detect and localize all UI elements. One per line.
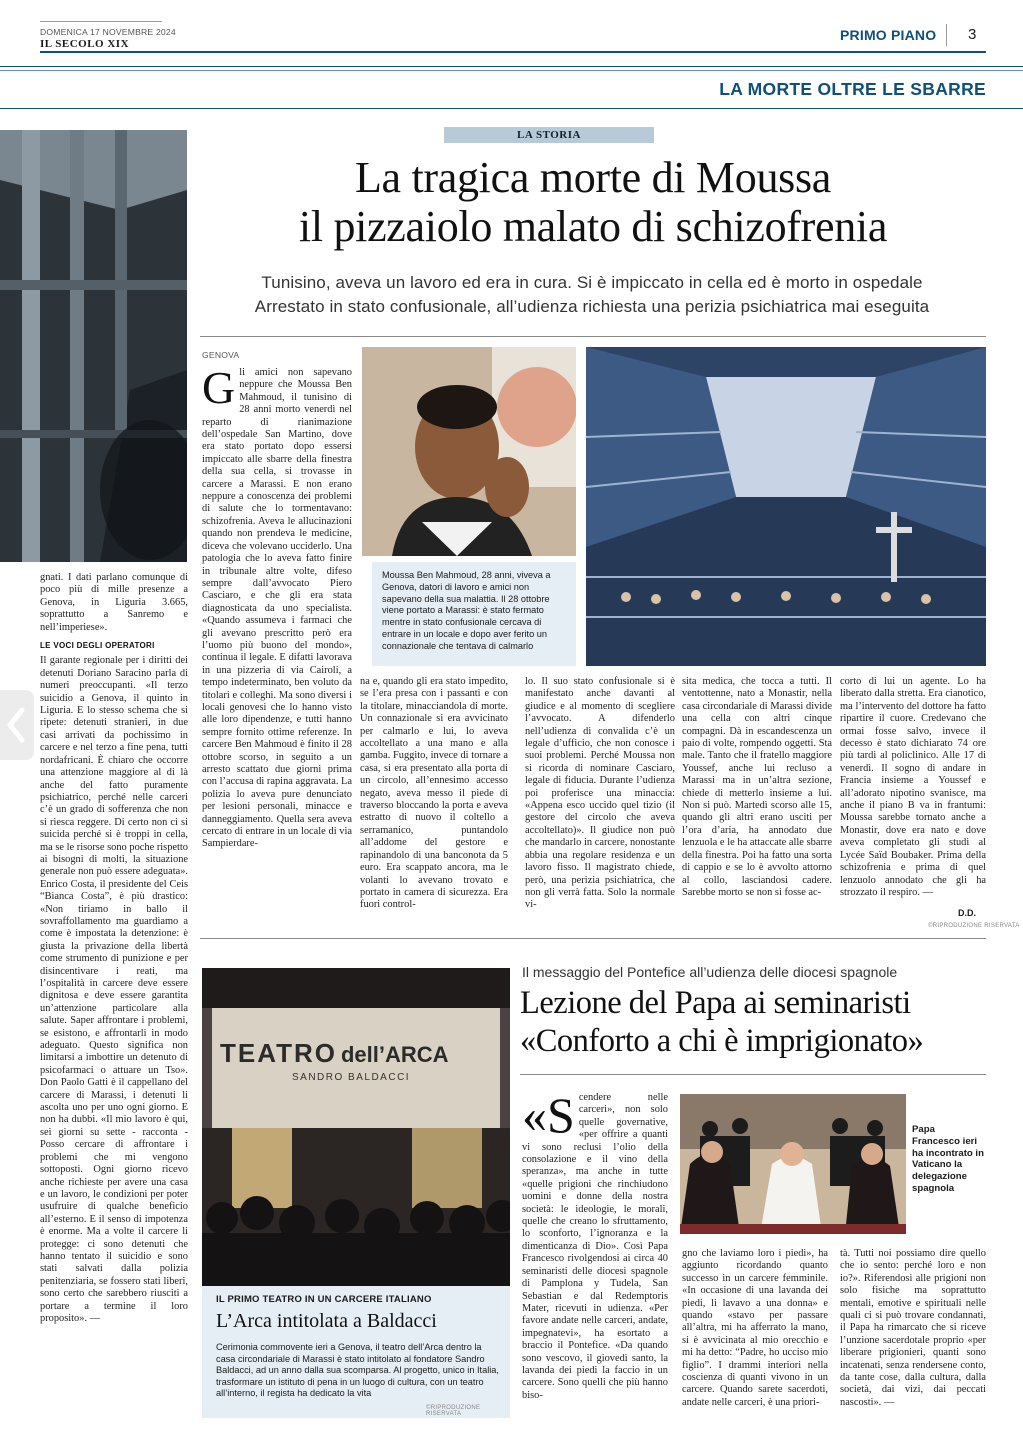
- masthead-rule: [40, 21, 162, 22]
- header-rule-full-2: [0, 70, 1023, 71]
- main-kicker: LA STORIA: [444, 127, 654, 143]
- pope-col1: [522, 1092, 668, 1422]
- theatre-copyright: ©RIPRODUZIONE RISERVATA: [426, 1405, 481, 1417]
- moussa-photo: [362, 347, 576, 556]
- section-name: PRIMO PIANO: [840, 27, 937, 43]
- pope-col2: gno che laviamo loro i piedi», ha aggiunto ricordando quanto successo in un carcere femminile. «In occasione di una lavanda dei piedi, li lavavo a una donna» e quando «stavo per passare all’altra, mi ha afferrato la mano, si è avvicinata al mio orecchio e mi ha detto: “Padre, ho ucciso mio figlio”. I drammi interiori nella coscienza di quanti vivono in un carcere. Quando sarete sacerdoti, andate nelle carceri, è una priori-: [682, 1248, 828, 1408]
- theatre-box: [202, 1286, 510, 1418]
- issue-date: DOMENICA 17 NOVEMBRE 2024: [40, 27, 176, 37]
- pope-illustration: [680, 1094, 906, 1234]
- header-rule-top: [40, 51, 986, 53]
- pope-photo-caption: Papa Francesco ieri ha incontrato in Vaticano la delegazione spagnola: [912, 1124, 984, 1194]
- main-headline: [200, 153, 986, 251]
- main-article-col3: lo. Il suo stato confusionale si è manifestato anche davanti al giudice e al momento di scegliere l’avvocato. A difenderlo nell’udienza di convalida c’è un legale d’ufficio, che non conosce i suoi problemi. Perché Moussa non si ricorda di nominare Casciaro, legale di fiducia. Durante l’udienza poi proferisce una minaccia: «Appena esco uccido quel tizio (il gestore del circolo che aveva accoltellato)». Il giudice non può che mandarlo in carcere, nonostante abbia una regolare residenza e un lavoro fisso. Il magistrato chiede, però, una perizia psichiatrica, che non gli verrà fatta. Solo la normale vi-: [525, 676, 675, 911]
- main-copyright: ©RIPRODUZIONE RISERVATA: [928, 923, 1020, 929]
- main-article-col4: sita medica, che tocca a tutti. Il ventottenne, nato a Monastir, nella casa circondariale di Marassi divide una cella con altri cinque compagni. Dà in escandescenza un paio di volte, rompendo oggetti. Sta male. Tanto che il fratello maggiore Youssef, anche lui recluso a Marassi ma in un’altra sezione, chiede di metterlo insieme a lui. Non si può. Martedì scorso alle 15, quando gli altri erano usciti per l’ora d’aria, ha annodato due lenzuola e le ha attaccate alle sbarre della finestra. Poi ha fatto una sorta di cappio e se lo è avvolto attorno al collo, lasciandosi cadere. Sarebbe morto se non si fosse ac-: [682, 676, 832, 898]
- dateline: GENOVA: [202, 350, 240, 360]
- pope-kicker: Il messaggio del Pontefice all’udienza delle diocesi spagnole: [522, 964, 898, 980]
- theatre-sign-main: [220, 1038, 449, 1069]
- main-article-col2: na e, quando gli era stato impedito, se l’era presa con i passanti e con la titolare, minacciandola di morte. Un connazionale si era avvicinato per calmarlo e lui, lo aveva accoltellato a una mano e alla gamba. Fuggito, invece di tornare a casa, si era presentato alla porta di un circolo, all’ennesimo accesso negato, aveva messo il piede di traverso bloccando la porta e aveva estratto di nuovo il coltello a serramanico, puntandolo all’addome del gestore e rapinandolo di una banconota da 5 euro. Era scappato ancora, ma le volanti lo avevano trovato e portato in camera di sicurezza. Era fuori control-: [360, 676, 508, 911]
- subsection-rule: [0, 108, 1023, 109]
- main-article-col1: [202, 367, 352, 927]
- page-number: 3: [968, 26, 977, 43]
- prison-atrium-photo: [586, 347, 986, 666]
- previous-page-button[interactable]: [0, 690, 34, 760]
- pope-headline-line1: Lezione del Papa ai seminaristi: [520, 985, 911, 1021]
- main-subtitle-line2: Arrestato in stato confusionale, all’udienza richiesta una perizia psichiatrica mai eseguita: [254, 297, 930, 316]
- pope-rule: [520, 1074, 986, 1075]
- theatre-sign-teatro: TEATRO: [220, 1038, 337, 1068]
- theatre-body: Cerimonia commovente ieri a Genova, il teatro dell’Arca dentro la casa circondariale di Marassi è stato intitolato al fondatore Sandro Baldacci, ad un anno dalla sua scomparsa. Al progetto, unico in Italia, trasformare un istituto di pena in un luogo di cultura, con un teatro all’interno, il regista ha dedicato la vita: [216, 1342, 499, 1399]
- pope-headline-line2: «Conforto a chi è imprigionato»: [520, 1023, 924, 1059]
- masthead: IL SECOLO XIX: [40, 38, 130, 50]
- main-headline-line2: il pizzaiolo malato di schizofrenia: [298, 202, 888, 251]
- subsection-title: LA MORTE OLTRE LE SBARRE: [719, 79, 986, 99]
- section-divider: [200, 938, 986, 939]
- header-rule-full: [0, 66, 1023, 67]
- subtitle-rule: [200, 336, 986, 337]
- theatre-illustration: [202, 968, 510, 1286]
- prison-bars-photo: [0, 130, 187, 562]
- left-article-intro: gnati. I dati parlano comunque di poco più di mille presenze a Genova, in Liguria 3.665, soprattutto a Sanremo e nell’imperiese».: [40, 572, 188, 633]
- main-article-col5: corto di lui un agente. Lo ha liberato dalla stretta. Era cianotico, ma l’intervento del dottore ha fatto ripartire il cuore. Credevano che ormai fosse salvo, invece il decesso è stato dichiarato 74 ore più tardi al policlinico. Alle 17 di venerdì. Il sogno di andare in Francia insieme a Youssef e all’adorato nipotino svanisce, ma anche il piano B va in frantumi: Moussa sarebbe tornato anche a Monastir, dove era nato e dove aveva completato gli studi al Lycée Saïd Boubaker. Prima della schizofrenia e prima di quel lenzuolo annodato che gli ha strozzato il respiro. —: [840, 676, 986, 898]
- pope-col1-text: cendere nelle carceri», non solo quelle governative, «per offrire a quanti vi sono reclusi l’olio della consolazione e il vino della speranza», ma anche in tutte «quelle prigioni che rinchiudono uomini e donne della nostra società: le ideologie, le morali, quelle che creano lo sfruttamento, lo sconforto, l’ignoranza e la dimenticanza di Dio». Così Papa Francesco rivolgendosi ai circa 40 seminaristi delle diocesi spagnole di Pamplona y Tudela, San Sebastian e dal Redemptoris Mater, ricevuti in udienza. «Per favore andate nelle carceri, andate, impegnatevi», ha esortato a braccio il Pontefice. «Da quando sono vescovo, il giovedì santo, la lavanda dei piedi la faccio in un carcere. Sono quelli che più hanno biso-: [522, 1092, 668, 1401]
- theatre-photo: [202, 968, 510, 1286]
- left-article-body: Il garante regionale per i diritti dei detenuti Doriano Saracino parla di numeri preoccupanti. «Il terzo suicidio a Genova, il quinto in Liguria. E lo stesso schema che si ripete: detenuti stranieri, in due casi arrivati da pochissimo in carcere e nel terzo a fine pena, tutti nordafricani. È chiaro che occorre una attenzione maggiore al di là anche del fatto puramente psichiatrico, perché nelle carceri c’è un grado di sofferenza che non si riesca reggere. Di certo non ci si suicida perché si è troppi in cella, ma se le risorse sono poche rispetto ai bisogni di molti, la situazione generale non può essere adeguata». Enrico Costa, il presidente del Ceis “Bianca Costa”, è più drastico: «Non tiriamo in ballo il sovraffollamento ma guardiamo a come è impostata la detenzione: è giusta la privazione della libertà come strumento di punizione e per disincentivare i reati, ma l’ospitalità in carcere deve essere dignitosa e deve essere garantita un’attenzione particolare alla salute. Saper affrontare i problemi, se esistono, e affrontarli in modo adeguato. Questo significa non limitarsi a imbottire un detenuto di psicofarmaci o attuare un Tso». Don Paolo Gatti è il cappellano del carcere di Marassi, i detenuti li ascolta uno per uno ogni giorno. E non ha dubbi. «Il mio lavoro è qui, sei giorni su sette - racconta - Posso cercare di affrontare i problemi che mi vengono sottoposti. Ogni giorno ricevo anche richieste per avere una casa e un lavoro, le condizioni per poter usufruire di qualche beneficio all’esterno. E il senso di impotenza è enorme. Ma a volte il carcere li protegge: ci sono detenuti che hanno tentato il suicidio e sono stati salvati dalla polizia penitenziaria, se fossero stati liberi, sono certo che sarebbero riusciti a portare a termine il loro proposito». —: [40, 655, 188, 1324]
- chevron-left-icon: [0, 690, 34, 760]
- signature: D.D.: [958, 908, 976, 918]
- pope-headline: [520, 984, 988, 1060]
- theatre-title: L’Arca intitolata a Baldacci: [216, 1310, 437, 1332]
- main-article-col1-text: li amici non sapevano neppure che Moussa Ben Mahmoud, il tunisino di 28 anni morto venerdì nel reparto di rianimazione dell’ospedale San Martino, dove era stato portato dopo essersi impiccato alle sbarre della finestra della sua cella, si trovasse in carcere a Marassi. E non erano neppure a conoscenza dei problemi di salute che lo tormentavano: schizofrenia. Aveva le allucinazioni quando non prendeva le medicine, diceva che volevano ucciderlo. Una patologia che lo aveva fatto finire in tribunale altre volte, difeso sempre dall’avvocato Piero Casciaro, e che gli era stata diagnosticata da uno specialista. «Quando assumeva i farmaci che gli avevano prescritto però era l’uomo più buono del mondo», continua il legale. E difatti lavorava in una pizzeria di via Cairoli, a tempo indeterminato, ben voluto da titolari e colleghi. Ma sono diversi i locali genovesi che lo hanno visto alle loro dipendenze, e tutti hanno sempre fornito ottime referenze. In carcere Ben Mahmoud è finito il 28 ottobre scorso, in seguito a un arresto scattato due giorni prima con l’accusa di rapina aggravata. La polizia lo aveva pure denunciato per lesioni personali, minacce e danneggiamento. Quella sera aveva cercato di entrare in un locale di via Sampierdare-: [202, 367, 352, 850]
- header-divider: [946, 24, 947, 46]
- portrait-illustration: [362, 347, 576, 556]
- pope-col3: tà. Tutti noi possiamo dire quello che io sento: perché loro e non io?». Riferendosi alle prigioni non solo fisiche ma soprattutto mentali, emotive e spirituali nelle quali ci si può trovare condannati, il Papa ha rimarcato che si riceve l’unzione sacerdotale proprio «per liberare prigionieri, quanti sono incatenati, senza rendersene conto, da tante cose, dalla cultura, dalla società, dai vizi, dai peccati nascosti». —: [840, 1248, 986, 1408]
- atrium-illustration: [586, 347, 986, 666]
- left-article-label: LE VOCI DEGLI OPERATORI: [40, 641, 155, 651]
- left-article: [40, 572, 188, 1412]
- moussa-photo-caption: Moussa Ben Mahmoud, 28 anni, viveva a Genova, datori di lavoro e amici non sapevano della sua malattia. Il 28 ottobre viene portato a Marassi: è stato fermato mentre in stato confusionale cercava di entrare in un locale e dopo aver ferito un connazionale che tentava di calmarlo: [372, 562, 576, 666]
- main-headline-line1: La tragica morte di Moussa: [354, 153, 832, 202]
- theatre-sign-sub: SANDRO BALDACCI: [292, 1072, 411, 1083]
- main-subtitle-line1: Tunisino, aveva un lavoro ed era in cura. Si è impiccato in cella ed è morto in ospedale: [261, 273, 923, 292]
- pope-drop-cap: «S: [522, 1092, 575, 1143]
- main-subtitle: [196, 271, 988, 319]
- theatre-sign-arca: dell’ARCA: [340, 1042, 449, 1067]
- prison-bars-illustration: [0, 130, 187, 562]
- theatre-kicker: IL PRIMO TEATRO IN UN CARCERE ITALIANO: [216, 1294, 432, 1305]
- drop-cap: G: [202, 367, 236, 413]
- pope-photo: [680, 1094, 906, 1234]
